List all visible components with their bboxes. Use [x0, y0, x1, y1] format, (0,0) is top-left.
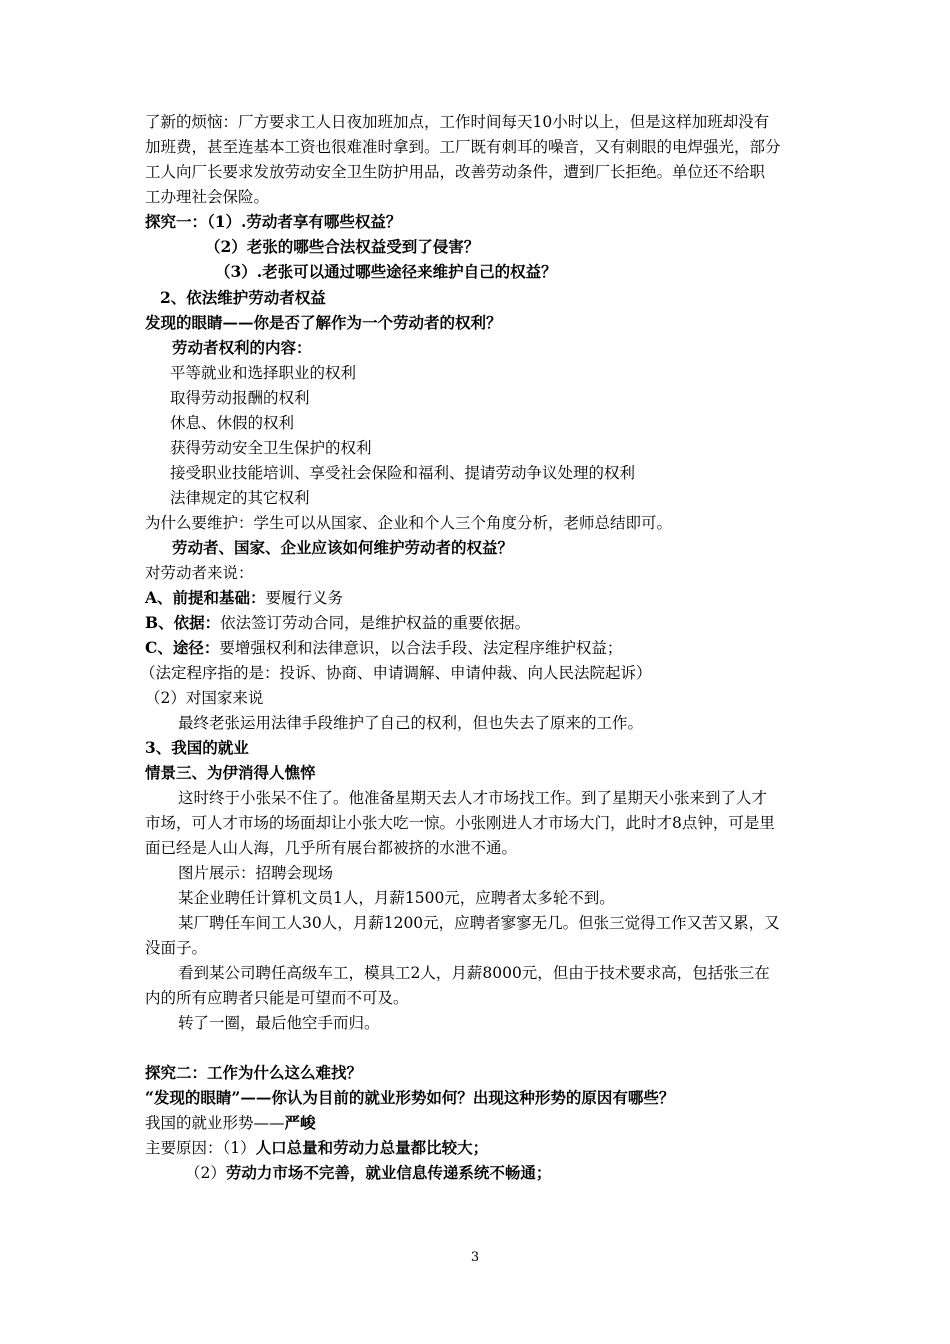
text-line: [0, 611, 950, 635]
text-line: [0, 636, 950, 660]
text-line: 休息、休假的权利: [170, 414, 295, 432]
text-line: 工人向厂长要求发放劳动安全卫生防护用品，改善劳动条件，遭到厂长拒绝。单位还不给职: [145, 163, 766, 181]
text-line: 某厂聘任车间工人30人，月薪1200元，应聘者寥寥无几。但张三觉得工作又苦又累，又: [178, 914, 780, 932]
text-line: （2）老张的哪些合法权益受到了侵害？: [205, 237, 480, 256]
text-line: 某企业聘任计算机文员1人，月薪1500元，应聘者太多轮不到。: [178, 889, 615, 907]
text-line: 这时终于小张呆不住了。他准备星期天去人才市场找工作。到了星期天小张来到了人才: [178, 789, 768, 807]
text-line: 劳动者权利的内容：: [172, 338, 312, 357]
text-line: “发现的眼睛”——你认为目前的就业形势如何？出现这种形势的原因有哪些？: [145, 1088, 675, 1107]
text-line: 最终老张运用法律手段维护了自己的权利，但也失去了原来的工作。: [178, 714, 644, 732]
text-line: 内的所有应聘者只能是可望而不可及。: [145, 989, 409, 1007]
text-line: 面已经是人山人海，几乎所有展台都被挤的水泄不通。: [145, 839, 518, 857]
text-line: [0, 1136, 950, 1160]
text-line: 劳动者、国家、企业应该如何维护劳动者的权益？: [172, 538, 514, 557]
text-line: 对劳动者来说：: [145, 564, 254, 582]
text-line: 为什么要维护：学生可以从国家、企业和个人三个角度分析，老师总结即可。: [145, 514, 673, 532]
text-segment: （2）: [185, 1164, 226, 1182]
text-line: 工办理社会保险。: [145, 188, 270, 206]
text-segment: 我国的就业形势——: [145, 1114, 285, 1132]
text-line: 接受职业技能培训、享受社会保险和福利、提请劳动争议处理的权利: [170, 464, 636, 482]
text-segment: 要增强权利和法律意识，以合法手段、法定程序维护权益；: [219, 639, 623, 657]
text-segment: 人口总量和劳动力总量都比较大；: [255, 1138, 489, 1157]
text-segment: 主要原因：（1）: [145, 1139, 256, 1157]
text-line: 图片展示：招聘会现场: [178, 864, 334, 882]
text-segment: 劳动力市场不完善，就业信息传递系统不畅通；: [225, 1163, 552, 1182]
text-line: 没面子。: [145, 939, 208, 957]
text-line: 3、我国的就业: [145, 738, 249, 757]
text-line: 探究一：（1）.劳动者享有哪些权益？: [145, 212, 402, 231]
text-line: 平等就业和选择职业的权利: [170, 364, 357, 382]
text-segment: 要履行义务: [265, 589, 344, 607]
text-line: 情景三、为伊消得人憔悴: [145, 763, 316, 782]
text-line: 取得劳动报酬的权利: [170, 389, 310, 407]
text-line: [0, 1161, 950, 1185]
text-segment: A、前提和基础：: [145, 588, 266, 607]
text-line: [0, 586, 950, 610]
text-line: 2、依法维护劳动者权益: [160, 288, 326, 307]
text-line: 发现的眼睛——你是否了解作为一个劳动者的权利？: [145, 313, 502, 332]
text-line: 市场，可人才市场的场面却让小张大吃一惊。小张刚进人才市场大门，此时才8点钟，可是里: [145, 814, 775, 832]
text-line: 转了一圈，最后他空手而归。: [178, 1014, 380, 1032]
text-line: （3）.老张可以通过哪些途径来维护自己的权益？: [215, 262, 557, 281]
text-line: 获得劳动安全卫生保护的权利: [170, 439, 372, 457]
text-segment: 依法签订劳动合同，是维护权益的重要依据。: [220, 614, 531, 632]
text-line: （2）对国家来说: [145, 689, 264, 707]
text-segment: C、途径：: [145, 638, 220, 657]
text-line: [0, 1111, 950, 1135]
text-line: （法定程序指的是：投诉、协商、申请调解、申请仲裁、向人民法院起诉）: [140, 664, 652, 682]
page-number: 3: [470, 1250, 480, 1265]
text-line: 看到某公司聘任高级车工，模具工2人，月薪8000元，但由于技术要求高，包括张三在: [178, 964, 770, 982]
text-segment: B、依据：: [145, 613, 221, 632]
text-line: 法律规定的其它权利: [170, 489, 310, 507]
text-line: 了新的烦恼：厂方要求工人日夜加班加点，工作时间每天10小时以上，但是这样加班却没有: [145, 113, 770, 131]
text-line: 加班费，甚至连基本工资也很难准时拿到。工厂既有刺耳的噪音，又有刺眼的电焊强光，部分: [145, 138, 781, 156]
text-line: 探究二：工作为什么这么难找？: [145, 1063, 363, 1082]
text-segment: 严峻: [284, 1113, 316, 1132]
